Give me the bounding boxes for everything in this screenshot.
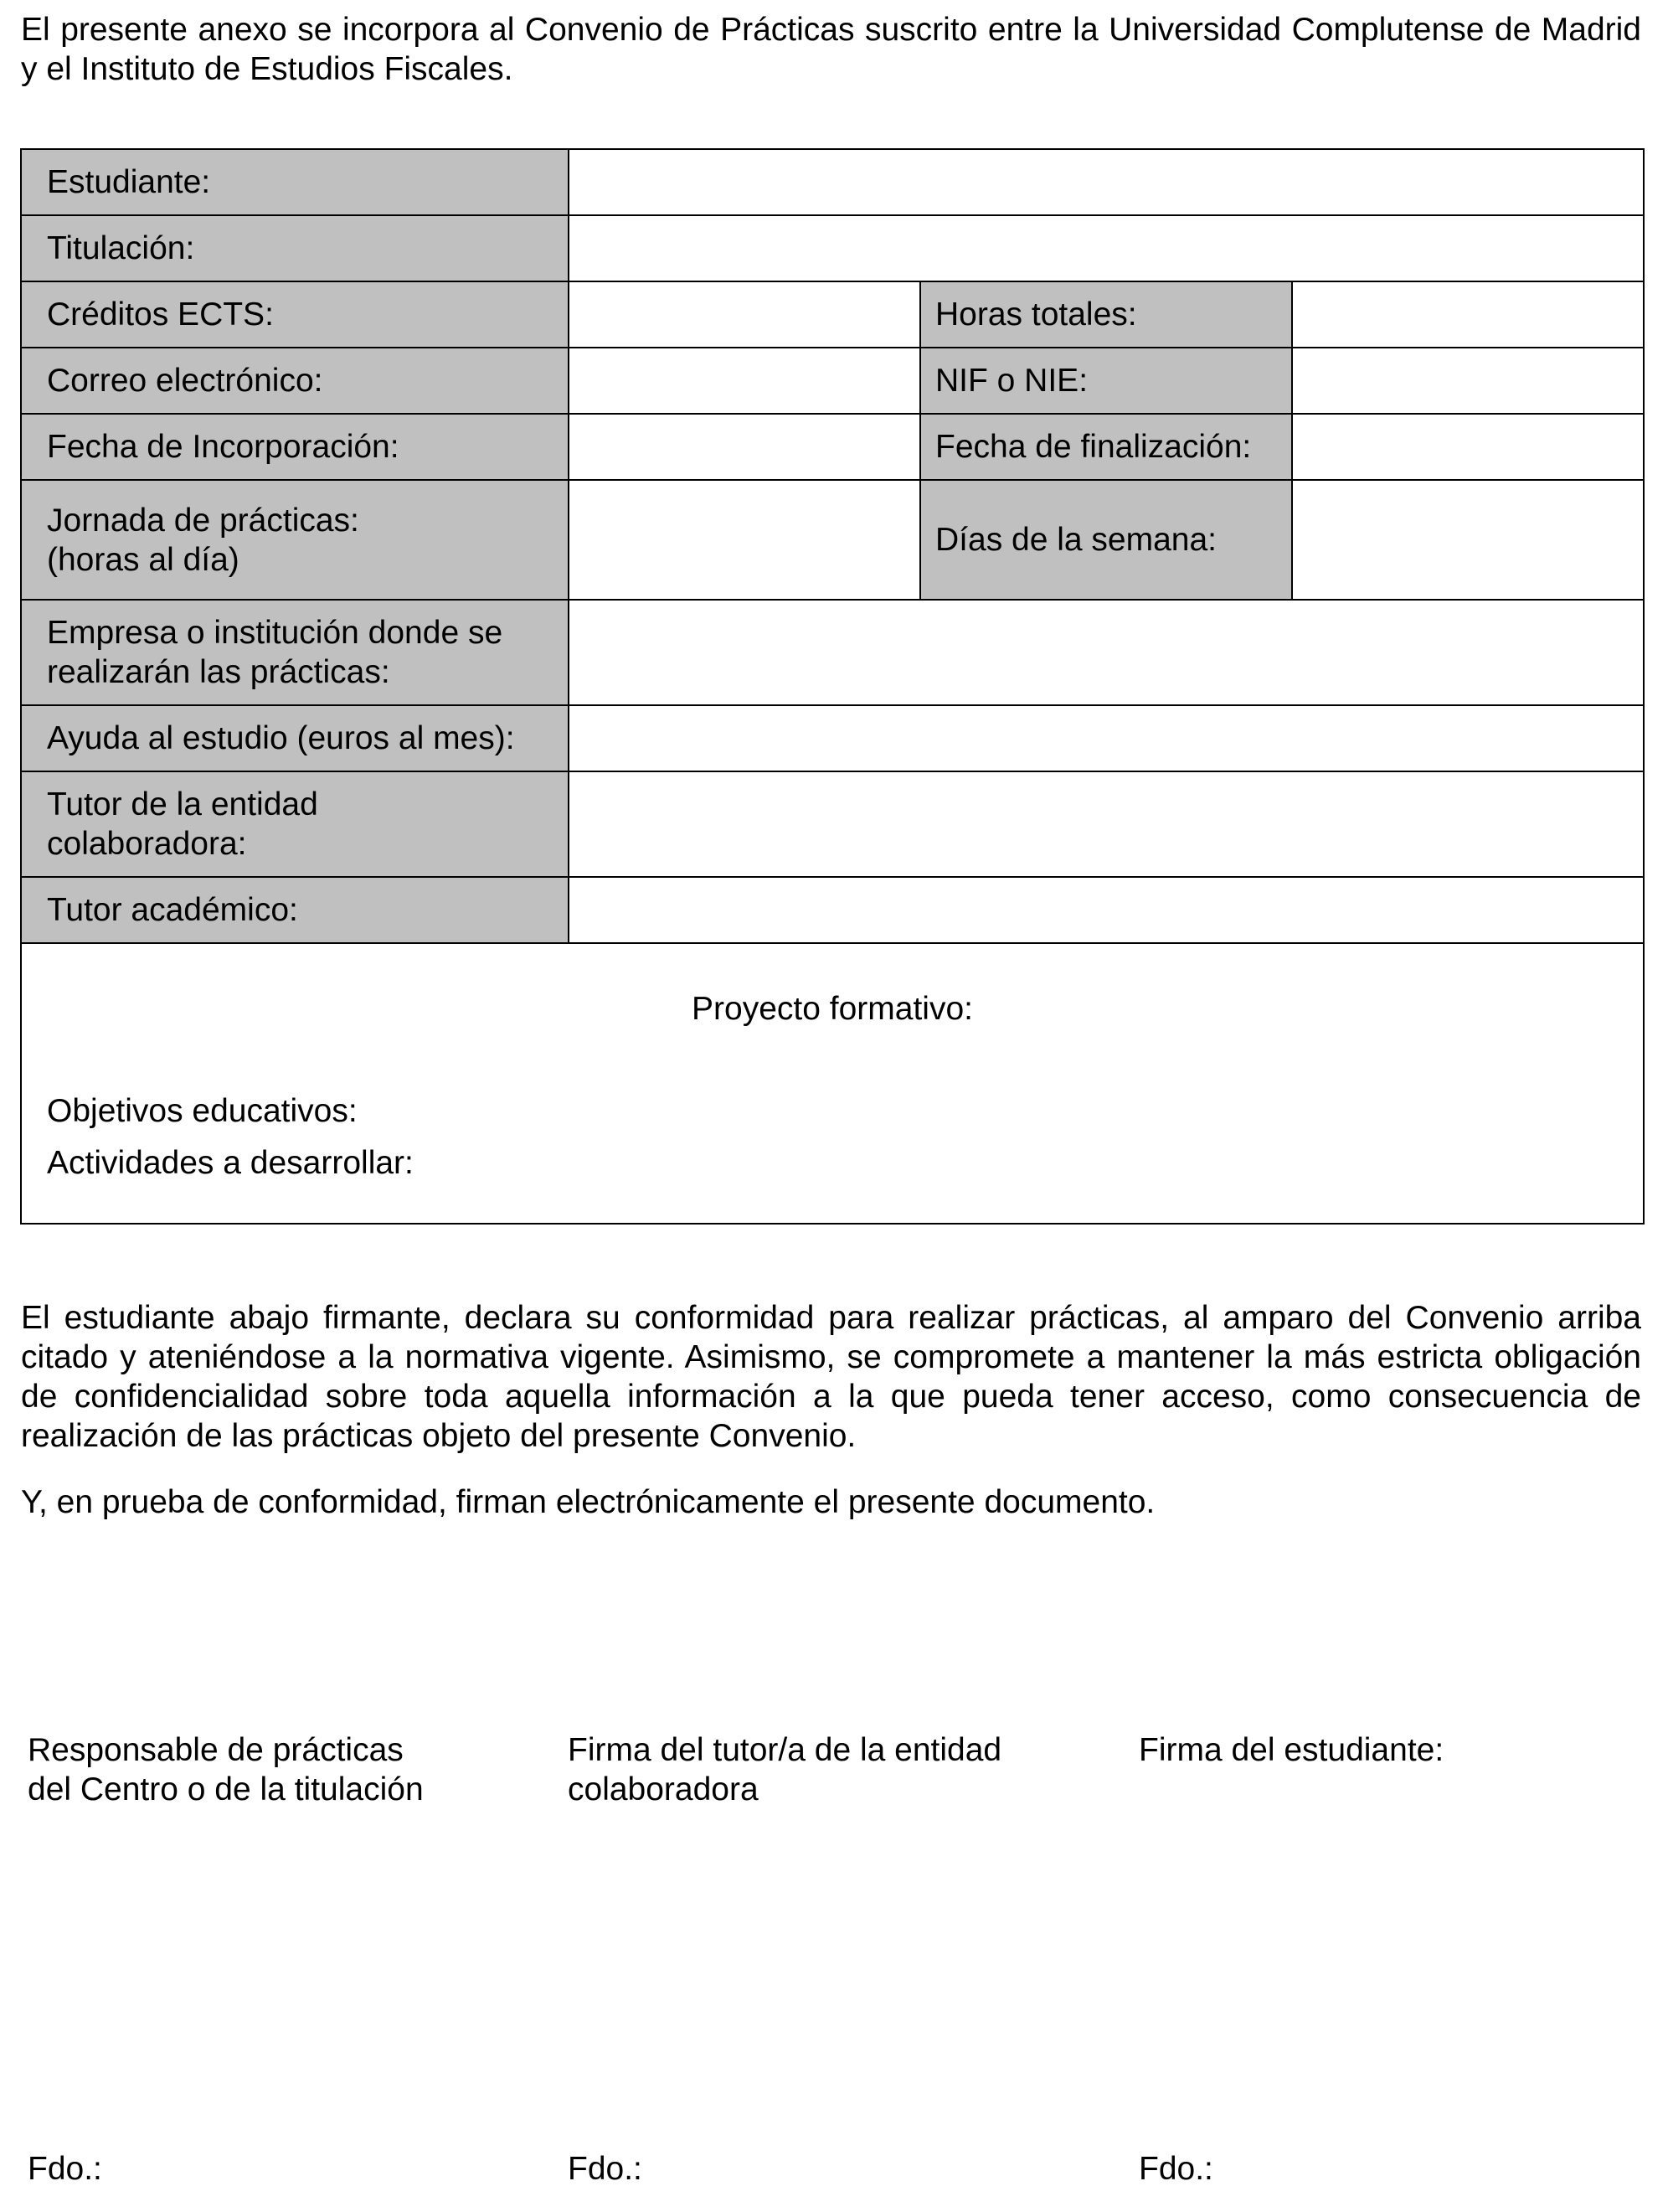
proyecto-formativo-box[interactable] (21, 943, 1644, 1224)
row-correo (21, 348, 1644, 414)
label-ayuda: Ayuda al estudio (euros al mes): (21, 705, 569, 771)
label-jornada-line2: (horas al día) (47, 541, 239, 578)
declaration-paragraph: El estudiante abajo firmante, declara su conformidad para realizar prácticas, al amparo del Convenio arriba citado y ateniéndose a la normativa vigente. Asimismo, se compromete a mantener la más estricta obligación de confidencialidad sobre toda aquella información a la que pueda tener acceso, como consecuencia de realización de las prácticas objeto del presente Convenio. (21, 1300, 1641, 1454)
field-fecha-incorporacion[interactable] (569, 414, 920, 480)
practicas-form-table (20, 148, 1645, 1225)
field-jornada[interactable] (569, 480, 920, 600)
row-proyecto (21, 943, 1644, 1224)
label-tutor-entidad (21, 771, 569, 877)
label-correo: Correo electrónico: (21, 348, 569, 414)
intro-paragraph: El presente anexo se incorpora al Convenio de Prácticas suscrito entre la Universidad Complutense de Madrid y el Instituto de Estudios Fiscales. (21, 12, 1641, 87)
field-fecha-finalizacion[interactable] (1292, 414, 1644, 480)
field-horas-totales[interactable] (1292, 281, 1644, 348)
field-tutor-entidad[interactable] (569, 771, 1644, 877)
label-tutor-entidad-line1: Tutor de la entidad (47, 786, 318, 822)
label-empresa-line2: realizarán las prácticas: (47, 654, 390, 690)
fdo-responsable: Fdo.: (28, 2151, 102, 2187)
label-empresa-line1: Empresa o institución donde se (47, 615, 503, 651)
proyecto-title: Proyecto formativo: (692, 991, 973, 1027)
label-jornada (21, 480, 569, 600)
field-titulacion[interactable] (569, 215, 1644, 281)
signature-tutor (568, 1730, 1001, 1809)
label-tutor-entidad-line2: colaboradora: (47, 826, 247, 862)
row-tutor-entidad (21, 771, 1644, 877)
row-fechas (21, 414, 1644, 480)
objetivos-label: Objetivos educativos: (47, 1093, 358, 1129)
label-dias-semana: Días de la semana: (920, 480, 1292, 600)
label-tutor-academico: Tutor académico: (21, 877, 569, 943)
label-titulacion: Titulación: (21, 215, 569, 281)
field-estudiante[interactable] (569, 149, 1644, 215)
row-empresa (21, 600, 1644, 705)
fdo-estudiante: Fdo.: (1139, 2151, 1213, 2187)
signature-responsable-line1: Responsable de prácticas (28, 1732, 404, 1768)
field-correo[interactable] (569, 348, 920, 414)
field-nif[interactable] (1292, 348, 1644, 414)
signature-tutor-line1: Firma del tutor/a de la entidad (568, 1732, 1002, 1768)
label-fecha-incorporacion: Fecha de Incorporación: (21, 414, 569, 480)
label-fecha-finalizacion: Fecha de finalización: (920, 414, 1292, 480)
field-creditos[interactable] (569, 281, 920, 348)
row-jornada (21, 480, 1644, 600)
label-horas-totales: Horas totales: (920, 281, 1292, 348)
fdo-tutor: Fdo.: (568, 2151, 642, 2187)
signature-estudiante (1139, 1730, 1444, 1770)
row-estudiante (21, 149, 1644, 215)
label-empresa (21, 600, 569, 705)
label-creditos: Créditos ECTS: (21, 281, 569, 348)
field-dias-semana[interactable] (1292, 480, 1644, 600)
signature-responsable-line2: del Centro o de la titulación (28, 1771, 424, 1807)
label-nif: NIF o NIE: (920, 348, 1292, 414)
row-ayuda (21, 705, 1644, 771)
row-titulacion (21, 215, 1644, 281)
label-estudiante: Estudiante: (21, 149, 569, 215)
signature-estudiante-label: Firma del estudiante: (1139, 1732, 1444, 1768)
field-tutor-academico[interactable] (569, 877, 1644, 943)
conformity-paragraph: Y, en prueba de conformidad, firman electrónicamente el presente documento. (21, 1484, 1156, 1520)
row-tutor-academico (21, 877, 1644, 943)
field-ayuda[interactable] (569, 705, 1644, 771)
label-jornada-line1: Jornada de prácticas: (47, 502, 359, 539)
field-empresa[interactable] (569, 600, 1644, 705)
row-creditos (21, 281, 1644, 348)
signature-responsable (28, 1730, 424, 1809)
actividades-label: Actividades a desarrollar: (47, 1145, 414, 1181)
signature-tutor-line2: colaboradora (568, 1771, 759, 1807)
